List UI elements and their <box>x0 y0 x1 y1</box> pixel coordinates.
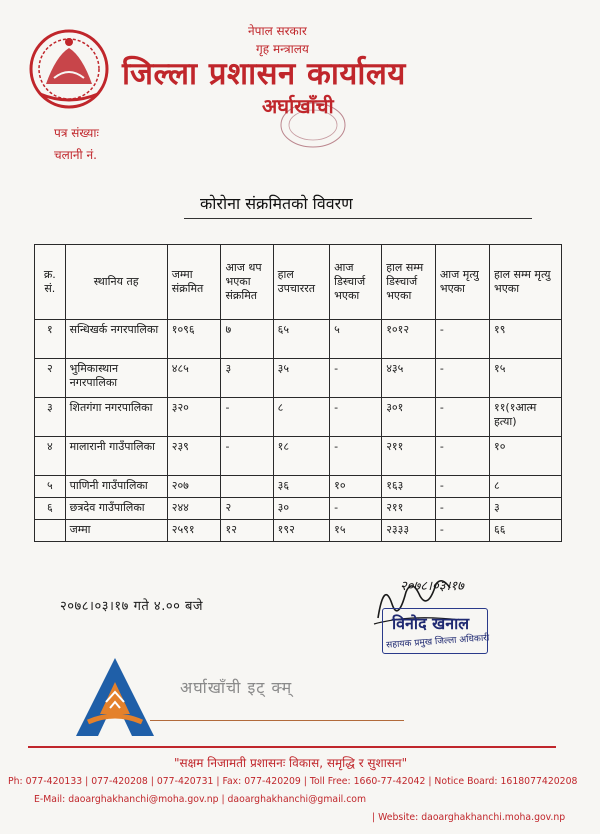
cell-discharge-today: - <box>330 359 382 398</box>
cell-discharge-total: १०१२ <box>382 320 436 359</box>
cell-death-today: - <box>435 359 489 398</box>
cell-discharge-today: - <box>330 398 382 437</box>
logo-text: अर्घाखाँची इट् क्म् <box>180 678 293 697</box>
cell-treatment: १८ <box>273 437 330 476</box>
cell-treatment: ३६ <box>273 476 330 498</box>
column-header: आज थप भएका संक्रमित <box>221 245 273 320</box>
cell-death-total: १० <box>489 437 561 476</box>
government-label: नेपाल सरकार <box>248 24 307 38</box>
column-header: हाल उपचाररत <box>273 245 330 320</box>
cell-local-level: पाणिनी गाउँपालिका <box>65 476 167 498</box>
table-total-row <box>35 520 562 542</box>
cell-local-level: छत्रदेव गाउँपालिका <box>65 498 167 520</box>
cell-sn: ३ <box>35 398 66 437</box>
arghakhanchi-logo-icon <box>70 652 160 742</box>
cell-death-total: ८ <box>489 476 561 498</box>
cell-death-today: - <box>435 398 489 437</box>
cell-treatment: ३० <box>273 498 330 520</box>
logo-divider <box>150 720 404 721</box>
cell-death-today: - <box>435 476 489 498</box>
cell-discharge-today: - <box>330 437 382 476</box>
cell-treatment: ८ <box>273 398 330 437</box>
cell-discharge-total: २११ <box>382 498 436 520</box>
table-row <box>35 498 562 520</box>
cell-sn: ५ <box>35 476 66 498</box>
cell-new: ७ <box>221 320 273 359</box>
cell-total: २३९ <box>167 437 221 476</box>
dispatch-number-label: चलानी नं. <box>54 148 97 162</box>
cell-total: ४८५ <box>167 359 221 398</box>
cell-discharge-total: ३०१ <box>382 398 436 437</box>
signatory-name: विनोद खनाल <box>392 614 470 633</box>
column-header: हाल सम्म मृत्यु भएका <box>489 245 561 320</box>
cell-treatment: ६५ <box>273 320 330 359</box>
report-timestamp: २०७८।०३।१७ गते ४.०० बजे <box>60 599 204 614</box>
cell-sn: १ <box>35 320 66 359</box>
cell-new: ३ <box>221 359 273 398</box>
column-header: स्थानिय तह <box>65 245 167 320</box>
title-underline <box>184 218 532 219</box>
cell-sn: ४ <box>35 437 66 476</box>
ministry-label: गृह मन्त्रालय <box>256 42 309 56</box>
signature-date: २०७८।०३।१७ <box>400 579 464 594</box>
cell-total: ३२० <box>167 398 221 437</box>
cell-sn <box>35 520 66 542</box>
cell-local-level: सन्धिखर्क नगरपालिका <box>65 320 167 359</box>
signatory-title: सहायक प्रमुख जिल्ला अधिकारी <box>385 633 490 651</box>
cell-new: १२ <box>221 520 273 542</box>
cell-total: २५९१ <box>167 520 221 542</box>
cell-death-today: - <box>435 520 489 542</box>
cell-new <box>221 476 273 498</box>
document-title: कोरोना संक्रमितको विवरण <box>200 194 353 213</box>
column-header: क्र. सं. <box>35 245 66 320</box>
cell-death-today: - <box>435 498 489 520</box>
nepal-emblem-icon <box>26 26 112 112</box>
column-header: हाल सम्म डिस्चार्ज भएका <box>382 245 436 320</box>
table-row <box>35 476 562 498</box>
column-header: आज डिस्चार्ज भएका <box>330 245 382 320</box>
cell-total: २०७ <box>167 476 221 498</box>
cell-death-total: १५ <box>489 359 561 398</box>
cell-local-level: जम्मा <box>65 520 167 542</box>
cell-death-total: १९ <box>489 320 561 359</box>
table-row <box>35 398 562 437</box>
cell-treatment: ३५ <box>273 359 330 398</box>
cell-local-level: मालारानी गाउँपालिका <box>65 437 167 476</box>
cell-death-total: ३ <box>489 498 561 520</box>
cell-total: १०९६ <box>167 320 221 359</box>
cell-death-total: ११(१आत्म हत्या) <box>489 398 561 437</box>
reference-number-label: पत्र संख्याः <box>54 126 99 140</box>
cell-new: २ <box>221 498 273 520</box>
column-header: जम्मा संक्रमित <box>167 245 221 320</box>
cell-discharge-today: १५ <box>330 520 382 542</box>
footer-motto: "सक्षम निजामती प्रशासनः विकास, समृद्धि र सुशासन" <box>174 756 408 770</box>
district-name: अर्घाखाँची <box>262 94 334 118</box>
contact-email-line: E-Mail: daoarghakhanchi@moha.gov.np | daoarghakhanchi@gmail.com <box>34 794 367 805</box>
cell-sn: २ <box>35 359 66 398</box>
column-header: आज मृत्यु भएका <box>435 245 489 320</box>
cell-discharge-today: ५ <box>330 320 382 359</box>
cell-local-level: शितगंगा नगरपालिका <box>65 398 167 437</box>
cell-total: २४४ <box>167 498 221 520</box>
cell-discharge-today: - <box>330 498 382 520</box>
cell-sn: ६ <box>35 498 66 520</box>
covid-stats-table <box>34 244 562 542</box>
cell-local-level: भुमिकास्थान नगरपालिका <box>65 359 167 398</box>
contact-website-line: | Website: daoarghakhanchi.moha.gov.np <box>372 812 566 823</box>
cell-discharge-today: १० <box>330 476 382 498</box>
table-row <box>35 320 562 359</box>
cell-death-total: ६६ <box>489 520 561 542</box>
cell-discharge-total: ४३५ <box>382 359 436 398</box>
cell-discharge-total: २३३३ <box>382 520 436 542</box>
cell-discharge-total: १६३ <box>382 476 436 498</box>
footer-divider <box>28 746 556 748</box>
contact-phone-line: Ph: 077-420133 | 077-420208 | 077-420731 | Fax: 077-420209 | Toll Free: 1660-77-42042 | Notice Board: 1618077420208 <box>8 776 578 787</box>
cell-death-today: - <box>435 437 489 476</box>
cell-new: - <box>221 437 273 476</box>
table-header-row <box>35 245 562 320</box>
table-row <box>35 359 562 398</box>
cell-death-today: - <box>435 320 489 359</box>
office-name: जिल्ला प्रशासन कार्यालय <box>122 56 406 92</box>
cell-new: - <box>221 398 273 437</box>
cell-discharge-total: २११ <box>382 437 436 476</box>
table-row <box>35 437 562 476</box>
cell-treatment: १९२ <box>273 520 330 542</box>
